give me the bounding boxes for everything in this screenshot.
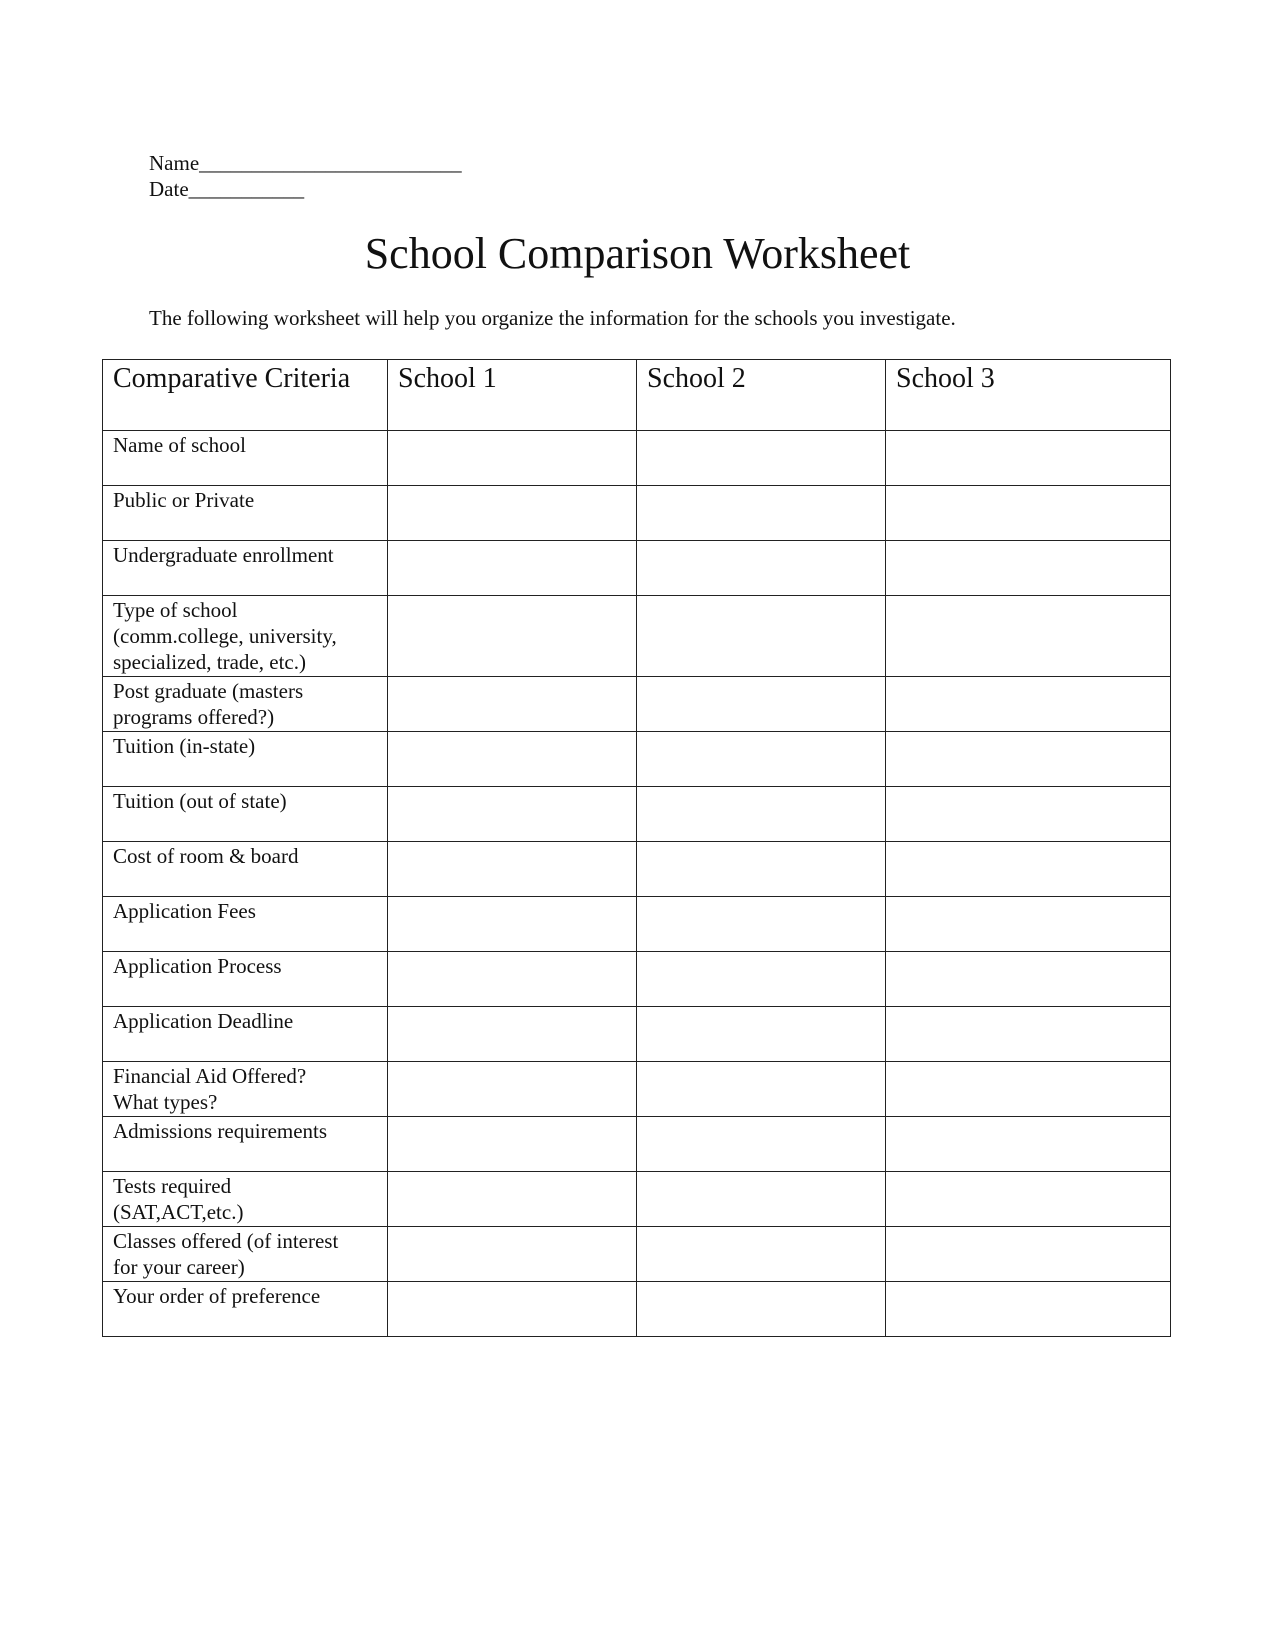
criteria-label: Your order of preference [113,1284,321,1308]
table-row [103,486,1171,541]
criteria-label: Cost of room & board [113,844,299,868]
school-2-cell[interactable] [637,1007,886,1062]
school-3-cell[interactable] [886,732,1171,787]
criteria-label: Post graduate (masters programs offered?) [113,679,304,729]
table-row [103,596,1171,677]
criteria-label: Tuition (in-state) [113,734,256,758]
school-2-cell[interactable] [637,596,886,677]
school-1-cell[interactable] [388,1172,637,1227]
school-3-cell[interactable] [886,897,1171,952]
school-2-cell[interactable] [637,1227,886,1282]
criteria-cell [103,1227,388,1282]
school-1-cell[interactable] [388,596,637,677]
intro-text: The following worksheet will help you organize the information for the schools you investigate. [149,306,956,330]
school-1-cell[interactable] [388,486,637,541]
table-row [103,952,1171,1007]
date-line: Date___________ [149,177,305,201]
criteria-cell [103,1007,388,1062]
school-1-cell[interactable] [388,1227,637,1282]
column-header-school-2: School 2 [637,360,886,431]
table-row [103,431,1171,486]
school-3-cell[interactable] [886,1282,1171,1337]
criteria-label: Tuition (out of state) [113,789,287,813]
school-1-cell[interactable] [388,1062,637,1117]
school-1-cell[interactable] [388,732,637,787]
school-2-cell[interactable] [637,541,886,596]
table-row [103,787,1171,842]
school-3-cell[interactable] [886,1117,1171,1172]
school-1-cell[interactable] [388,952,637,1007]
school-1-cell[interactable] [388,842,637,897]
criteria-cell [103,541,388,596]
criteria-label: Application Deadline [113,1009,294,1033]
school-2-cell[interactable] [637,842,886,897]
school-2-cell[interactable] [637,1282,886,1337]
school-2-cell[interactable] [637,1172,886,1227]
school-1-cell[interactable] [388,897,637,952]
table-row [103,732,1171,787]
criteria-label: Public or Private [113,488,255,512]
criteria-label: Application Process [113,954,282,978]
table-row [103,1227,1171,1282]
criteria-label: Admissions requirements [113,1119,328,1143]
school-2-cell[interactable] [637,952,886,1007]
school-2-cell[interactable] [637,1117,886,1172]
criteria-cell [103,1282,388,1337]
school-3-cell[interactable] [886,787,1171,842]
school-1-cell[interactable] [388,1007,637,1062]
school-3-cell[interactable] [886,486,1171,541]
criteria-label: Undergraduate enrollment [113,543,334,567]
table-row [103,541,1171,596]
criteria-cell [103,596,388,677]
school-1-cell[interactable] [388,431,637,486]
school-3-cell[interactable] [886,842,1171,897]
criteria-label: Classes offered (of interest for your career) [113,1229,339,1279]
school-2-cell[interactable] [637,732,886,787]
column-header-school-1: School 1 [388,360,637,431]
criteria-cell [103,897,388,952]
school-3-cell[interactable] [886,1007,1171,1062]
school-3-cell[interactable] [886,541,1171,596]
school-2-cell[interactable] [637,486,886,541]
criteria-cell [103,787,388,842]
criteria-cell [103,486,388,541]
school-3-cell[interactable] [886,952,1171,1007]
school-2-cell[interactable] [637,787,886,842]
school-3-cell[interactable] [886,677,1171,732]
criteria-cell [103,1172,388,1227]
school-2-cell[interactable] [637,1062,886,1117]
table-row [103,677,1171,732]
table-row [103,1172,1171,1227]
school-1-cell[interactable] [388,787,637,842]
table-body [103,431,1171,1337]
school-2-cell[interactable] [637,677,886,732]
criteria-label: Type of school (comm.college, university, specialized, trade, etc.) [113,598,337,674]
criteria-cell [103,1117,388,1172]
school-2-cell[interactable] [637,431,886,486]
criteria-label: Financial Aid Offered? What types? [113,1064,307,1114]
worksheet-title: School Comparison Worksheet [364,229,911,278]
comparison-table [102,359,1171,1337]
table-row [103,1007,1171,1062]
table-row [103,1062,1171,1117]
school-1-cell[interactable] [388,677,637,732]
column-header-criteria: Comparative Criteria [103,360,388,431]
school-1-cell[interactable] [388,541,637,596]
school-1-cell[interactable] [388,1282,637,1337]
column-header-school-3: School 3 [886,360,1171,431]
criteria-cell [103,842,388,897]
school-3-cell[interactable] [886,1172,1171,1227]
table-row [103,842,1171,897]
criteria-label: Application Fees [113,899,256,923]
criteria-cell [103,431,388,486]
school-3-cell[interactable] [886,596,1171,677]
school-2-cell[interactable] [637,897,886,952]
criteria-cell [103,677,388,732]
criteria-cell [103,952,388,1007]
student-info-block [149,150,462,202]
name-line: Name_________________________ [149,151,462,175]
criteria-label: Name of school [113,433,246,457]
table-row [103,1117,1171,1172]
school-3-cell[interactable] [886,1062,1171,1117]
table-row [103,897,1171,952]
criteria-cell [103,732,388,787]
table-row [103,1282,1171,1337]
criteria-label: Tests required (SAT,ACT,etc.) [113,1174,244,1224]
school-1-cell[interactable] [388,1117,637,1172]
criteria-cell [103,1062,388,1117]
school-3-cell[interactable] [886,431,1171,486]
table-header-row [103,360,1171,431]
school-3-cell[interactable] [886,1227,1171,1282]
